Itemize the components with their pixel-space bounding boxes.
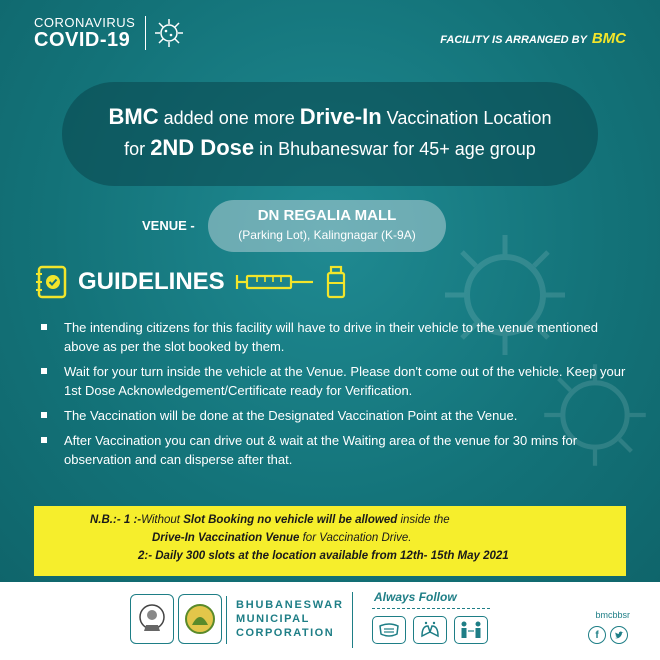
corp-line-3: CORPORATION — [236, 627, 335, 639]
brand-small-text: CORONAVIRUS — [34, 15, 136, 30]
dashed-line — [372, 608, 490, 609]
checklist-icon — [36, 264, 70, 300]
footer-divider — [352, 592, 353, 648]
note-text: inside the — [397, 514, 450, 526]
headline-bmc: BMC — [108, 104, 159, 129]
facility-org: BMC — [591, 30, 626, 47]
corp-line-1: BHUBANESWAR — [236, 599, 344, 611]
corp-line-2: MUNICIPAL — [236, 613, 310, 625]
venue-label: VENUE - — [142, 218, 195, 233]
list-item: The Vaccination will be done at the Designated Vaccination Point at the Venue. — [36, 406, 626, 425]
footer — [0, 582, 660, 660]
facility-text: FACILITY IS ARRANGED BY — [440, 34, 587, 46]
handwash-icon — [413, 616, 447, 644]
headline-line-1 — [62, 102, 598, 133]
note-bold: 2:- Daily 300 slots at the location available from 12th- 15th May 2021 — [138, 550, 509, 562]
venue-row — [0, 200, 660, 252]
mask-icon — [372, 616, 406, 644]
headline-text: added one more — [158, 108, 300, 128]
venue-pill — [208, 200, 446, 252]
note-line-3 — [90, 547, 626, 565]
headline-text: for — [124, 139, 151, 159]
odisha-emblem-icon — [130, 594, 174, 644]
headline-drive-in: Drive-In — [299, 104, 382, 129]
virus-icon — [154, 18, 184, 48]
headline-text: in Bhubaneswar for 45+ age group — [254, 139, 536, 159]
note-text: Without — [141, 514, 184, 526]
syringe-icon — [235, 272, 315, 292]
guidelines-header — [36, 264, 347, 300]
corporation-name — [236, 598, 344, 640]
note-line-1 — [90, 511, 626, 529]
distancing-icon — [454, 616, 488, 644]
bmc-logo-icon — [178, 594, 222, 644]
note-box — [34, 506, 626, 576]
headline-text: Vaccination Location — [381, 108, 552, 128]
list-item: Wait for your turn inside the vehicle at the Venue. Please don't come out of the vehicle. Keep your 1st Dose Acknowledgement/Certificate ready for Verification. — [36, 362, 626, 400]
brand-divider — [145, 16, 146, 50]
twitter-icon[interactable] — [610, 626, 628, 644]
note-bold: Drive-In Vaccination Venue — [152, 532, 300, 544]
covid-brand — [34, 16, 184, 51]
headline-box — [62, 82, 598, 186]
vial-icon — [325, 265, 347, 299]
note-bold: Slot Booking no vehicle will be allowed — [183, 514, 398, 526]
note-text: for Vaccination Drive. — [299, 532, 412, 544]
note-line-2 — [90, 529, 626, 547]
headline-line-2 — [62, 133, 598, 164]
brand-big-text: COVID-19 — [34, 28, 131, 51]
list-item: After Vaccination you can drive out & wait at the Waiting area of the venue for 30 mins for observation and can disperse after that. — [36, 431, 626, 469]
footer-divider — [226, 596, 227, 644]
list-item: The intending citizens for this facility will have to drive in their vehicle to the venue mentioned above as per the slot booked by them. — [36, 318, 626, 356]
facility-note — [440, 30, 626, 47]
always-follow-label: Always Follow — [374, 590, 457, 604]
guidelines-title: GUIDELINES — [78, 268, 225, 295]
facebook-icon[interactable]: f — [588, 626, 606, 644]
note-prefix: N.B.:- 1 :- — [90, 514, 142, 526]
venue-name: DN REGALIA MALL — [257, 207, 397, 224]
social-handle: bmcbbsr — [595, 610, 630, 620]
headline-dose: 2ND Dose — [150, 135, 255, 160]
guidelines-list — [36, 318, 626, 475]
venue-sub: (Parking Lot), Kalingnagar (K-9A) — [238, 228, 416, 242]
